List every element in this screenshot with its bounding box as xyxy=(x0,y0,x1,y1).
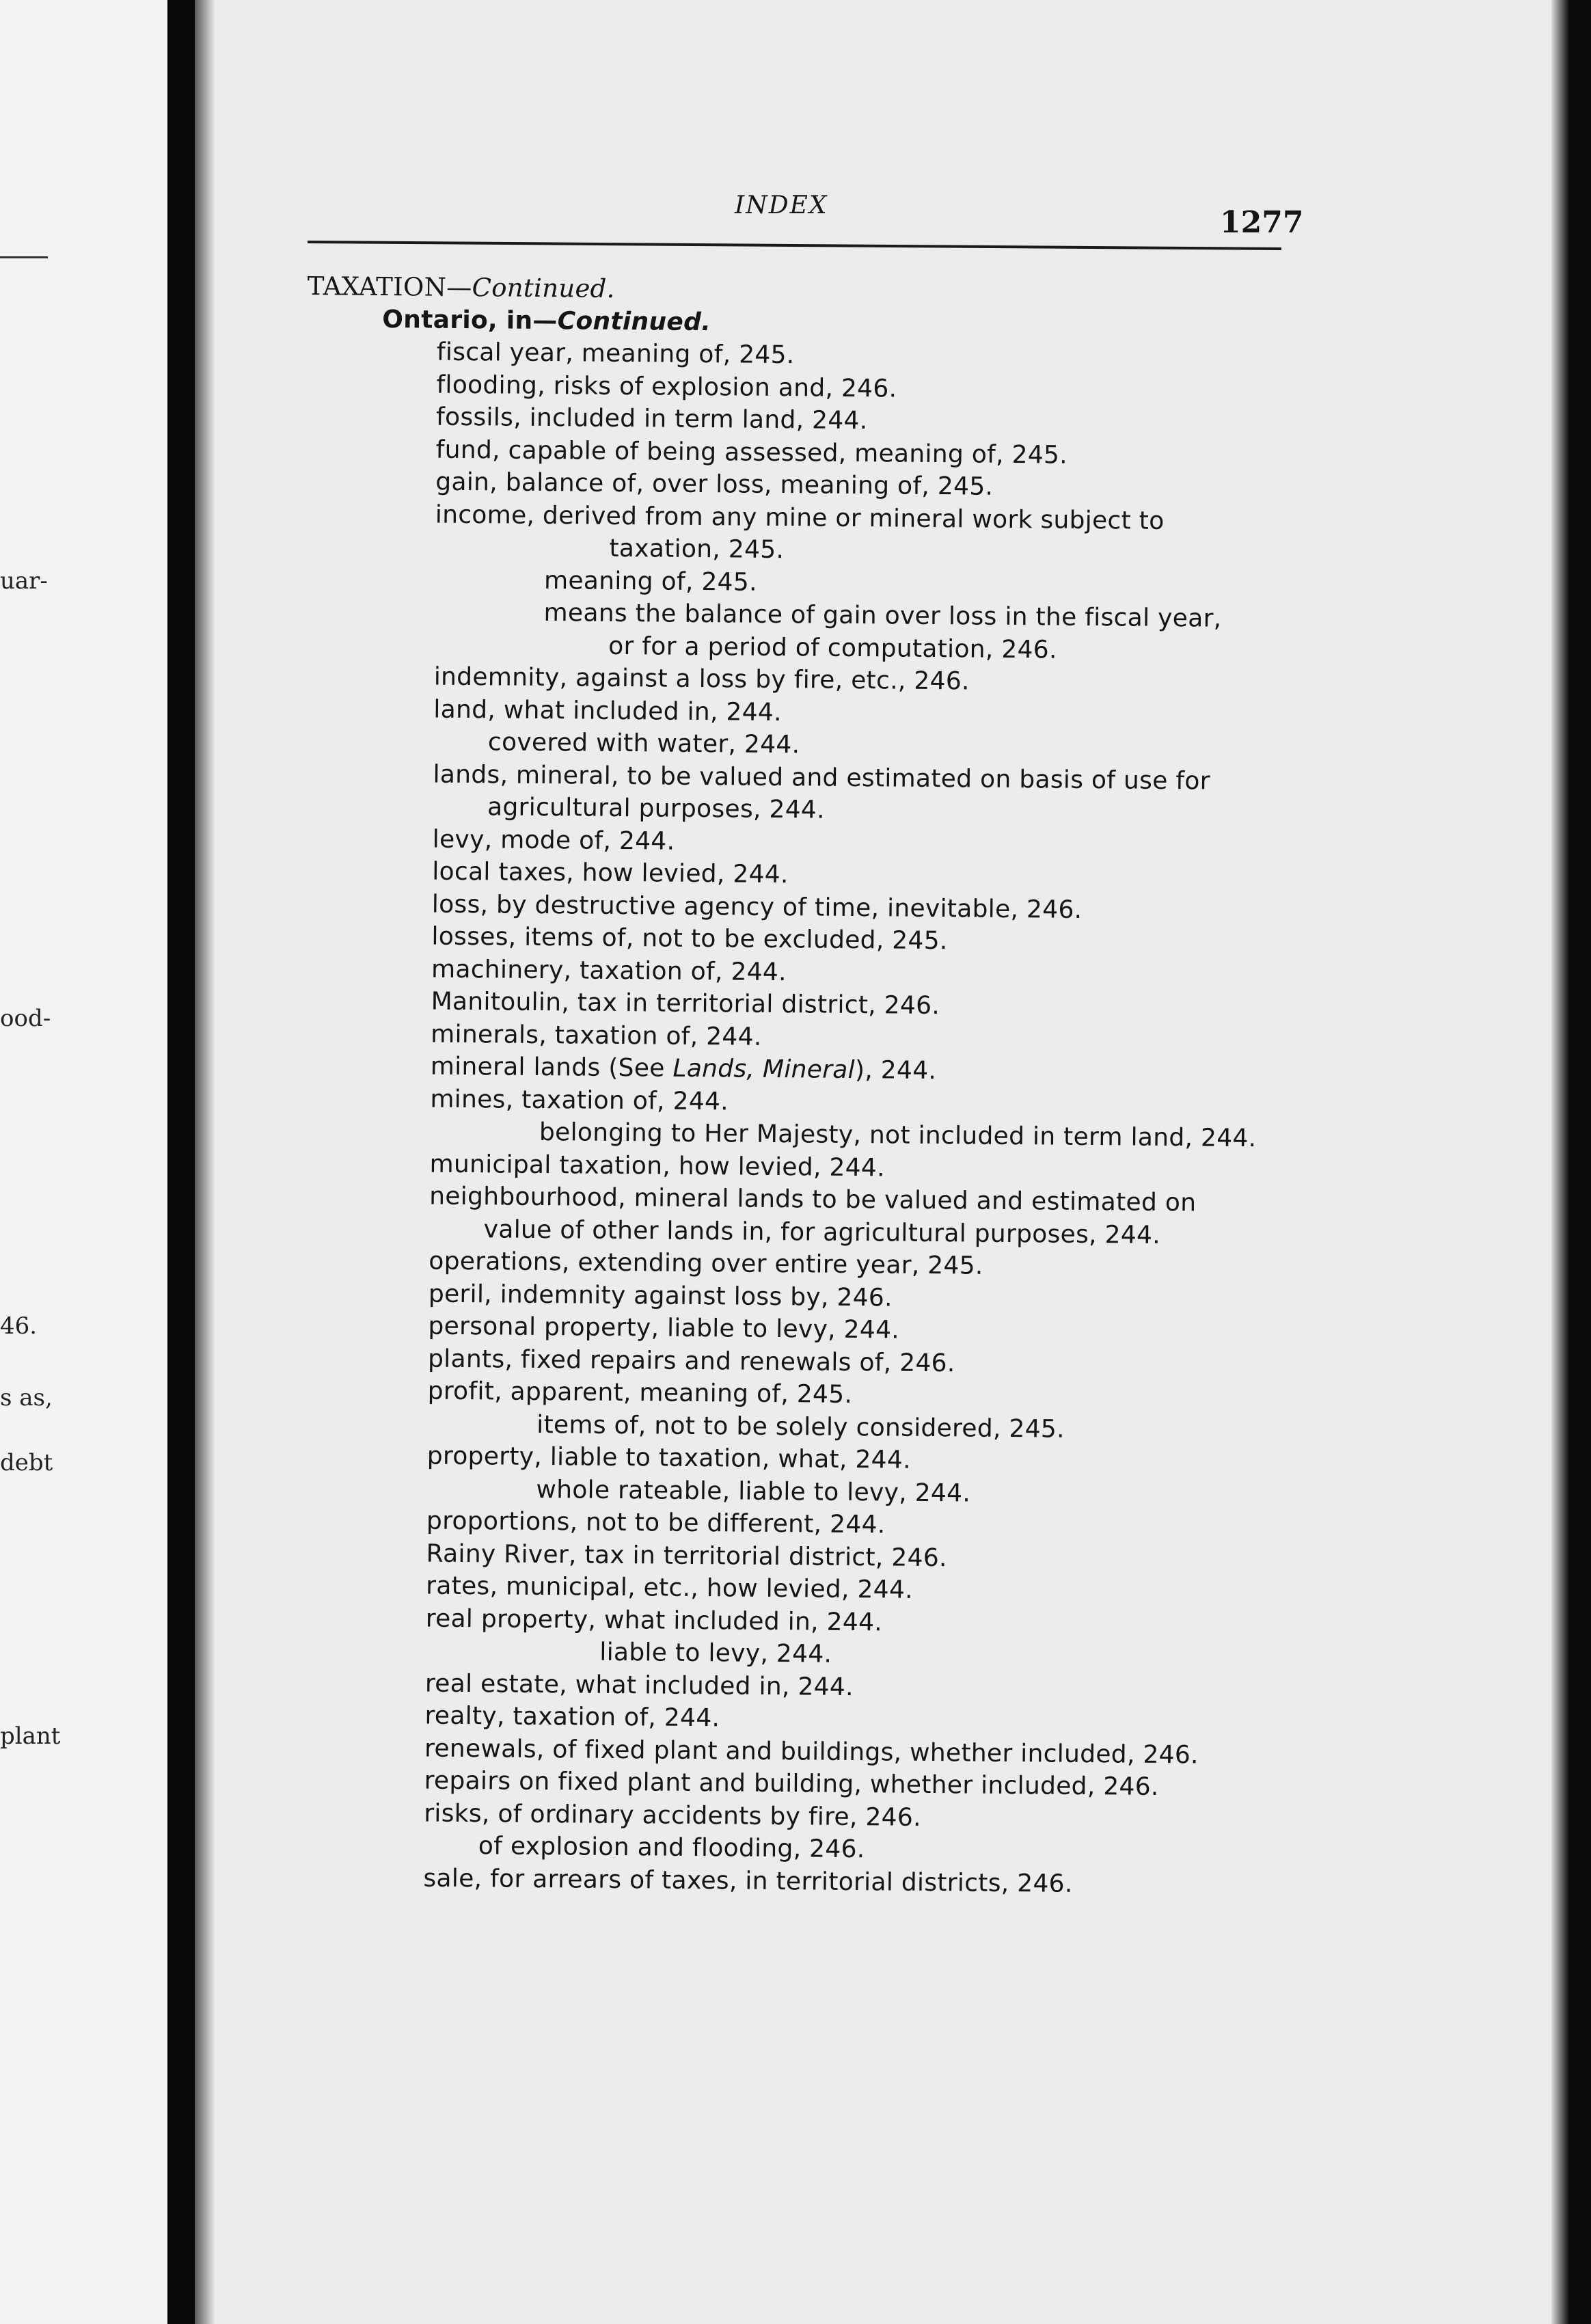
index-heading: TAXATION—Continued. xyxy=(307,271,615,303)
index-entries xyxy=(0,267,1367,1902)
index-entry: repairs on fixed plant and building, whether included, 246. xyxy=(424,1766,1159,1801)
index-entry: mineral lands (See Lands, Mineral), 244. xyxy=(430,1052,937,1085)
facing-page-fragment: plant xyxy=(0,1722,61,1750)
facing-page-fragment: ood- xyxy=(0,1005,51,1032)
index-entry: covered with water, 244. xyxy=(487,728,800,759)
index-entry: income, derived from any mine or mineral work subject to xyxy=(435,500,1165,535)
index-entry: fossils, included in term land, 244. xyxy=(435,403,868,435)
index-entry: taxation, 245. xyxy=(609,534,785,565)
index-entry: items of, not to be solely considered, 245. xyxy=(536,1410,1065,1444)
index-entry: whole rateable, liable to levy, 244. xyxy=(536,1475,971,1508)
index-entry: or for a period of computation, 246. xyxy=(608,632,1057,664)
index-entry: real property, what included in, 244. xyxy=(425,1604,883,1636)
index-entry: Rainy River, tax in territorial district, 246. xyxy=(426,1539,947,1572)
running-head: INDEX xyxy=(735,191,828,219)
index-entry: liable to levy, 244. xyxy=(599,1638,832,1668)
facing-page-fragment: debt xyxy=(0,1449,53,1476)
facing-page-fragment: uar- xyxy=(0,567,48,595)
index-entry: means the balance of gain over loss in the fiscal year, xyxy=(543,599,1222,633)
facing-page-rule xyxy=(0,256,48,258)
index-entry: value of other lands in, for agricultural purposes, 244. xyxy=(483,1215,1161,1249)
page-number: 1277 xyxy=(1220,205,1304,240)
index-entry: peril, indemnity against loss by, 246. xyxy=(428,1280,893,1312)
index-entry: agricultural purposes, 244. xyxy=(487,793,826,824)
index-entry: flooding, risks of explosion and, 246. xyxy=(436,370,897,403)
index-entry: fiscal year, meaning of, 245. xyxy=(436,338,795,370)
index-entry: machinery, taxation of, 244. xyxy=(431,955,787,986)
index-entry: loss, by destructive agency of time, inevitable, 246. xyxy=(431,890,1083,924)
index-entry: profit, apparent, meaning of, 245. xyxy=(427,1377,853,1409)
index-entry: property, liable to taxation, what, 244. xyxy=(426,1442,911,1474)
index-entry: meaning of, 245. xyxy=(543,566,757,597)
index-entry: Manitoulin, tax in territorial district, 246. xyxy=(431,987,940,1021)
index-entry: minerals, taxation of, 244. xyxy=(431,1020,762,1051)
index-entry: of explosion and flooding, 246. xyxy=(478,1832,865,1864)
header-rule xyxy=(308,241,1281,250)
index-entry: levy, mode of, 244. xyxy=(432,825,675,856)
index-entry: gain, balance of, over loss, meaning of, 245. xyxy=(435,468,994,501)
index-entry: losses, items of, not to be excluded, 245. xyxy=(431,922,948,956)
index-entry: real estate, what included in, 244. xyxy=(424,1669,854,1701)
index-entry: indemnity, against a loss by fire, etc., 246. xyxy=(433,662,970,696)
index-entry: rates, municipal, etc., how levied, 244. xyxy=(426,1571,914,1604)
index-entry: fund, capable of being assessed, meaning of, 245. xyxy=(435,435,1068,470)
index-entry: sale, for arrears of taxes, in territorial districts, 246. xyxy=(423,1864,1073,1898)
index-entry: operations, extending over entire year, 245. xyxy=(429,1247,983,1280)
index-entry: belonging to Her Majesty, not included in term land, 244. xyxy=(539,1118,1257,1153)
index-entry: risks, of ordinary accidents by fire, 246. xyxy=(424,1799,921,1832)
index-entry: municipal taxation, how levied, 244. xyxy=(429,1150,886,1182)
facing-page-fragment: 46. xyxy=(0,1312,38,1340)
index-subheading: Ontario, in—Continued. xyxy=(382,305,711,336)
facing-page-fragment: s as, xyxy=(0,1384,53,1411)
index-entry: local taxes, how levied, 244. xyxy=(432,857,789,889)
page-edge xyxy=(1551,0,1591,2324)
index-entry: renewals, of fixed plant and buildings, whether included, 246. xyxy=(424,1734,1199,1769)
index-entry: plants, fixed repairs and renewals of, 246. xyxy=(427,1345,955,1377)
index-entry: land, what included in, 244. xyxy=(433,695,783,727)
index-entry: proportions, not to be different, 244. xyxy=(426,1506,886,1539)
index-entry: neighbourhood, mineral lands to be valued and estimated on xyxy=(429,1182,1197,1217)
index-entry: mines, taxation of, 244. xyxy=(430,1085,729,1116)
index-entry: lands, mineral, to be valued and estimated on basis of use for xyxy=(433,760,1210,796)
index-entry: personal property, liable to levy, 244. xyxy=(428,1312,900,1345)
index-entry: realty, taxation of, 244. xyxy=(424,1701,720,1733)
